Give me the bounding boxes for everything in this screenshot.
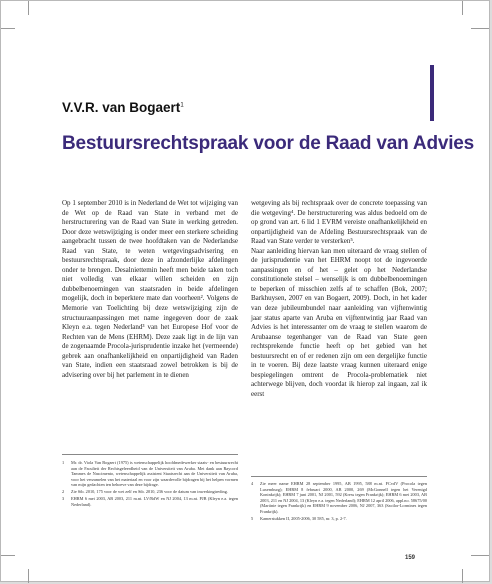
body-column-right (251, 199, 427, 399)
body-paragraph: wetgeving als bij rechtspraak over de concrete toepassing van die wetgeving⁴. De herstructurering was aldus bedoeld om de op grond van art. 6 lid 1 EVRM vereiste onafhankelijkheid en onpartijdigheid van de Afdeling Bestuursrechtspraak van de Raad van State verder te versterken⁵. (251, 199, 427, 246)
footnote-text: Zie meer name EHRM 28 september 1995, AB 1995, 588 m.nt. FCvdV (Procola tegen Luxemburg); EHRM 8 februari 2000, AB 2000, 269 (McGonnell tegen het Verenigd Koninkrijk); EHRM 7 juni 2001, NJ 2001, 592 (Kress tegen Frankrijk); EHRM 6 mei 2003, AB 2003, 211 en NJ 2004, 13 (Kleyn e.a. tegen Nederland); EHRM 12 april 2006, appl.no. 58675/00 (Martinie tegen Frankrijk) en EHRM 9 november 2006, NJ 2007, 363 (Sacilor-Lormines tegen Frankrijk). (260, 481, 427, 514)
footnote-number: 2 (62, 489, 65, 495)
footnote-rule (251, 476, 427, 477)
crop-mark (1, 555, 15, 556)
footnotes-left (62, 460, 238, 509)
footnote (251, 481, 427, 515)
crop-mark (471, 28, 489, 29)
footnote (62, 489, 238, 495)
author-name (62, 100, 184, 115)
footnote-number: 3 (62, 496, 65, 502)
footnote-number: 5 (251, 515, 254, 521)
footnote (251, 516, 427, 522)
footnote-text: EHRM 6 mei 2003, AB 2003, 211 m.nt. LV/RdW en NJ 2004, 13 m.nt. PJB (Kleyn e.a. tegen Nederland). (71, 496, 238, 507)
crop-mark (462, 1, 463, 15)
footnote (62, 460, 238, 488)
crop-mark (28, 569, 29, 583)
footnote-number: 4 (251, 481, 254, 486)
footnote-number: 1 (62, 460, 65, 465)
footnote-rule (62, 454, 238, 455)
footnote-text: Mr. dr. Viola Van Bogaert (1975) is wetenschappelijk hoofdmedewerker staats- en bestuursrecht aan de Faculteit der Rechtsgeleerdheid van de Universiteit van Aruba. Met dank aan Raycord Tammes de Nascimento, wetenschappelijk assistent Staatsrecht aan de Universiteit van Aruba, voor het verzamelen van het materiaal en voor zijn waardevolle bijdragen bij het helpen vormen van mijn gedachten ten behoeve van deze bijdrage. (71, 460, 238, 488)
body-column-left (62, 199, 238, 380)
accent-bar (430, 65, 434, 121)
body-paragraph: Naar aanleiding hiervan kan men uiteraard de vraag stellen of de jurisprudentie van het EHRM noopt tot de ingevoerde aanpassingen en of het – gelet op het Nederlandse constitutionele stelsel – wenselijk is om dubbelbenoemingen te beperken of misschien zelfs af te schaffen (Bok, 2007; Barkhuysen, 2007 en van Bogaert, 2009). Doch, in het kader van deze jubileumbundel naar aanleiding van vijftenwintig jaar status aparte van Aruba en vijftentwintig jaar Raad van Advies is het interessanter om de vraag te stellen waarom de Arubaanse tegenhanger van de Raad van State geen rechtsprekende functie heeft op het gebied van het bestuursrecht en of er redenen zijn om een dergelijke functie in te voeren. Bij deze laatste vraag kunnen uiteraard enige bespiegelingen omtrent de Procola-problematiek niet achterwege blijven, doch voordat ik hierop zal ingaan, zal ik eerst (251, 246, 427, 398)
footnote (62, 496, 238, 507)
page-number: 159 (405, 555, 416, 561)
footnote-text: Zie Stb. 2010, 175 voor de wet zelf en Stb. 2010, 236 voor de datum van inwerkingtreding. (71, 489, 228, 495)
footnotes-right (251, 481, 427, 523)
body-paragraph: Op 1 september 2010 is in Nederland de Wet tot wijziging van de Wet op de Raad van State in verband met de herstructurering van de Raad van State in werking getreden. Door deze wetswijziging is onder meer een sterkere scheiding aangebracht tussen de twee hoofdtaken van de Nederlandse Raad van State, te weten wetgevingsadvisering en bestuursrechtspraak, door deze in afzonderlijke afdelingen onder te brengen. Desalniettemin heeft men beide taken toch niet volledig van elkaar willen scheiden en zijn dubbelbenoemingen van staatsraden in beide afdelingen mogelijk, doch in beperktere mate dan voorheen². Volgens de Memorie van Toelichting bij deze wetswijziging zijn de structuuraanpassingen met name ingegeven door de zaak Kleyn e.a. tegen Nederland³ van het Europese Hof voor de Rechten van de Mens (EHRM). Deze zaak ligt in de lijn van de zogenaamde Procola-jurisprudentie inzake het (vermeende) gebrek aan onafhankelijkheid en onpartijdigheid van Raden van State, indien een staatsraad zowel betrokken is bij de advisering over bij het parlement in te dienen (62, 199, 238, 379)
author-text: V.V.R. van Bogaert (62, 100, 181, 115)
crop-mark (1, 28, 15, 29)
crop-mark (462, 569, 463, 583)
article-title: Bestuursrechtspraak voor de Raad van Advies (62, 133, 475, 154)
author-footnote-marker: 1 (180, 102, 184, 109)
crop-mark (28, 1, 29, 15)
footnote-text: Kamerstukken II, 2005-2006, 30 585, nr. 3, p. 2-7. (260, 515, 347, 521)
crop-mark (471, 555, 489, 556)
